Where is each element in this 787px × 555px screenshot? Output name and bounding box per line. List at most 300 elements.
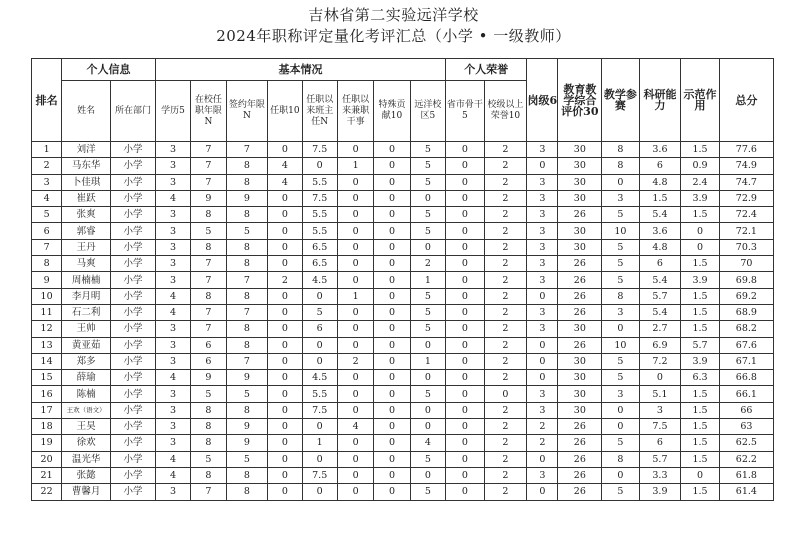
table-cell: 0	[268, 467, 302, 483]
table-cell: 0	[484, 386, 527, 402]
table-cell: 0	[302, 337, 337, 353]
table-cell: 2	[484, 256, 527, 272]
table-cell: 5	[410, 484, 445, 500]
table-cell: 5	[410, 158, 445, 174]
table-cell: 30	[558, 174, 602, 190]
table-cell: 0	[374, 402, 410, 418]
table-cell: 王帅	[62, 321, 111, 337]
table-cell: 12	[32, 321, 62, 337]
table-cell: 9	[32, 272, 62, 288]
header-dept: 所在部门	[111, 81, 156, 142]
table-cell: 0	[337, 435, 373, 451]
table-cell: 5	[602, 484, 639, 500]
table-cell: 0	[374, 484, 410, 500]
table-cell: 4	[155, 370, 190, 386]
table-cell: 0	[268, 386, 302, 402]
table-cell: 20	[32, 451, 62, 467]
table-cell: 0	[268, 353, 302, 369]
table-cell: 0	[337, 386, 373, 402]
table-cell: 3	[155, 158, 190, 174]
table-cell: 小学	[111, 288, 156, 304]
table-cell: 26	[558, 451, 602, 467]
table-cell: 3	[639, 402, 681, 418]
table-cell: 小学	[111, 304, 156, 320]
table-cell: 0	[410, 370, 445, 386]
header-remote: 远洋校区5	[410, 81, 445, 142]
table-cell: 1.5	[681, 386, 720, 402]
table-row	[32, 304, 774, 320]
table-cell: 6	[639, 158, 681, 174]
table-cell: 1.5	[681, 256, 720, 272]
table-cell: 0	[337, 304, 373, 320]
table-cell: 0	[268, 451, 302, 467]
table-cell: 66.1	[719, 386, 773, 402]
table-cell: 7	[191, 158, 226, 174]
table-cell: 0	[268, 419, 302, 435]
table-row	[32, 239, 774, 255]
table-cell: 5	[226, 223, 268, 239]
table-cell: 小学	[111, 207, 156, 223]
table-cell: 2	[484, 190, 527, 206]
table-cell: 3	[32, 174, 62, 190]
table-row	[32, 272, 774, 288]
table-cell: 26	[558, 207, 602, 223]
table-cell: 郭睿	[62, 223, 111, 239]
table-cell: 8	[226, 239, 268, 255]
table-cell: 26	[558, 337, 602, 353]
table-cell: 4	[268, 158, 302, 174]
table-cell: 4.5	[302, 370, 337, 386]
table-cell: 5.1	[639, 386, 681, 402]
document-title: 吉林省第二实验远洋学校	[308, 6, 479, 24]
table-cell: 小学	[111, 419, 156, 435]
header-tenure: 在校任职年限N	[191, 81, 226, 142]
table-row	[32, 190, 774, 206]
table-cell: 2	[484, 272, 527, 288]
table-cell: 0	[374, 304, 410, 320]
header-backbone: 省市骨干5	[446, 81, 485, 142]
table-cell: 2	[484, 435, 527, 451]
table-cell: 1.5	[681, 207, 720, 223]
table-row	[32, 288, 774, 304]
table-cell: 6.5	[302, 256, 337, 272]
table-cell: 1.5	[681, 304, 720, 320]
table-cell: 7	[226, 142, 268, 158]
table-cell: 温光华	[62, 451, 111, 467]
table-cell: 0	[302, 419, 337, 435]
table-cell: 4	[337, 419, 373, 435]
table-cell: 69.2	[719, 288, 773, 304]
table-cell: 8	[226, 256, 268, 272]
table-cell: 小学	[111, 451, 156, 467]
table-row	[32, 402, 774, 418]
table-cell: 3.9	[681, 190, 720, 206]
table-cell: 22	[32, 484, 62, 500]
table-cell: 0	[410, 239, 445, 255]
table-cell: 5	[602, 239, 639, 255]
table-cell: 小学	[111, 158, 156, 174]
table-cell: 0	[374, 256, 410, 272]
table-cell: 6	[302, 321, 337, 337]
table-cell: 2	[484, 484, 527, 500]
table-cell: 0	[527, 337, 558, 353]
table-cell: 5	[410, 321, 445, 337]
table-cell: 0	[374, 419, 410, 435]
header-cadre: 任职以来兼职干事	[337, 81, 373, 142]
table-cell: 4	[155, 288, 190, 304]
table-row	[32, 174, 774, 190]
table-cell: 0	[268, 288, 302, 304]
table-cell: 26	[558, 256, 602, 272]
table-cell: 61.4	[719, 484, 773, 500]
table-cell: 0	[446, 370, 485, 386]
table-cell: 1.5	[681, 451, 720, 467]
group-honor: 个人荣誉	[446, 59, 527, 81]
header-teaching-eval: 教育教学综合评价30	[558, 59, 602, 142]
table-cell: 小学	[111, 467, 156, 483]
table-cell: 2	[484, 239, 527, 255]
table-cell: 5	[602, 435, 639, 451]
table-cell: 2	[484, 142, 527, 158]
table-cell: 0	[446, 288, 485, 304]
header-name: 姓名	[62, 81, 111, 142]
table-cell: 2	[484, 353, 527, 369]
table-cell: 0	[337, 484, 373, 500]
table-cell: 2	[337, 353, 373, 369]
table-cell: 3	[602, 386, 639, 402]
table-cell: 小学	[111, 435, 156, 451]
table-cell: 6	[639, 435, 681, 451]
table-cell: 小学	[111, 321, 156, 337]
table-cell: 1.5	[681, 419, 720, 435]
table-cell: 小学	[111, 174, 156, 190]
table-cell: 68.9	[719, 304, 773, 320]
table-cell: 3	[155, 353, 190, 369]
table-cell: 0	[681, 223, 720, 239]
table-cell: 5.7	[639, 288, 681, 304]
table-cell: 3	[527, 402, 558, 418]
table-cell: 0	[410, 467, 445, 483]
table-cell: 69.8	[719, 272, 773, 288]
group-basic: 基本情况	[155, 59, 445, 81]
table-cell: 0	[374, 223, 410, 239]
table-cell: 66	[719, 402, 773, 418]
table-cell: 周楠楠	[62, 272, 111, 288]
table-cell: 0	[446, 451, 485, 467]
table-cell: 67.1	[719, 353, 773, 369]
table-cell: 72.9	[719, 190, 773, 206]
table-cell: 3.9	[639, 484, 681, 500]
table-cell: 6	[32, 223, 62, 239]
table-cell: 67.6	[719, 337, 773, 353]
table-cell: 74.7	[719, 174, 773, 190]
table-cell: 6	[191, 353, 226, 369]
table-cell: 刘洋	[62, 142, 111, 158]
table-cell: 0	[446, 239, 485, 255]
table-cell: 李月明	[62, 288, 111, 304]
table-cell: 30	[558, 321, 602, 337]
table-cell: 7	[226, 353, 268, 369]
table-cell: 3	[527, 174, 558, 190]
table-cell: 3	[155, 419, 190, 435]
table-cell: 0	[410, 337, 445, 353]
table-cell: 26	[558, 484, 602, 500]
table-cell: 7.5	[639, 419, 681, 435]
table-cell: 2	[484, 223, 527, 239]
table-cell: 0	[337, 256, 373, 272]
table-cell: 3	[155, 321, 190, 337]
table-cell: 5.5	[302, 207, 337, 223]
table-cell: 0	[446, 484, 485, 500]
table-cell: 1.5	[639, 190, 681, 206]
table-cell: 小学	[111, 190, 156, 206]
table-cell: 小学	[111, 484, 156, 500]
table-cell: 9	[226, 190, 268, 206]
table-cell: 2	[484, 207, 527, 223]
table-cell: 1.5	[681, 402, 720, 418]
table-cell: 2	[484, 337, 527, 353]
table-cell: 0	[337, 223, 373, 239]
table-cell: 9	[226, 370, 268, 386]
table-cell: 0	[446, 272, 485, 288]
table-cell: 3	[602, 304, 639, 320]
table-cell: 9	[191, 370, 226, 386]
table-cell: 26	[558, 272, 602, 288]
table-cell: 0	[527, 158, 558, 174]
table-cell: 3	[155, 484, 190, 500]
table-cell: 小学	[111, 402, 156, 418]
table-cell: 3	[155, 142, 190, 158]
table-cell: 5	[602, 272, 639, 288]
table-cell: 3	[527, 190, 558, 206]
table-cell: 5	[410, 174, 445, 190]
table-cell: 0	[337, 174, 373, 190]
table-cell: 0	[337, 142, 373, 158]
table-cell: 10	[602, 223, 639, 239]
table-cell: 2	[484, 174, 527, 190]
table-cell: 0	[446, 174, 485, 190]
table-cell: 0	[446, 190, 485, 206]
table-cell: 0	[268, 435, 302, 451]
table-cell: 王欢（语文）	[62, 402, 111, 418]
table-cell: 10	[32, 288, 62, 304]
table-cell: 徐欢	[62, 435, 111, 451]
table-cell: 5.7	[639, 451, 681, 467]
table-cell: 9	[226, 435, 268, 451]
table-cell: 7.2	[639, 353, 681, 369]
table-cell: 王丹	[62, 239, 111, 255]
table-cell: 3	[527, 272, 558, 288]
table-cell: 1.5	[681, 288, 720, 304]
table-cell: 0	[302, 484, 337, 500]
table-cell: 小学	[111, 142, 156, 158]
table-cell: 5	[410, 288, 445, 304]
table-cell: 9	[226, 419, 268, 435]
table-cell: 小学	[111, 223, 156, 239]
table-cell: 3	[527, 207, 558, 223]
table-cell: 3.3	[639, 467, 681, 483]
table-row	[32, 207, 774, 223]
header-research: 科研能力	[639, 59, 681, 142]
table-cell: 7.5	[302, 142, 337, 158]
table-cell: 0	[268, 304, 302, 320]
table-cell: 7	[191, 142, 226, 158]
table-cell: 王昊	[62, 419, 111, 435]
table-cell: 0	[374, 353, 410, 369]
table-cell: 13	[32, 337, 62, 353]
table-cell: 0	[446, 467, 485, 483]
table-cell: 5	[191, 223, 226, 239]
table-cell: 7.5	[302, 402, 337, 418]
table-cell: 0	[374, 467, 410, 483]
table-row	[32, 467, 774, 483]
header-competition: 教学参赛	[602, 59, 639, 142]
table-cell: 3	[155, 174, 190, 190]
table-cell: 2	[484, 419, 527, 435]
table-cell: 3	[155, 272, 190, 288]
table-row	[32, 142, 774, 158]
table-cell: 5	[602, 256, 639, 272]
table-cell: 2	[484, 451, 527, 467]
table-cell: 石二利	[62, 304, 111, 320]
table-cell: 0	[337, 402, 373, 418]
table-body	[32, 142, 774, 501]
header-school-honor: 校级以上荣誉10	[484, 81, 527, 142]
table-cell: 5.4	[639, 304, 681, 320]
table-row	[32, 321, 774, 337]
table-cell: 8	[191, 467, 226, 483]
table-cell: 30	[558, 239, 602, 255]
table-cell: 26	[558, 435, 602, 451]
table-cell: 0	[337, 239, 373, 255]
table-cell: 3	[527, 142, 558, 158]
table-cell: 9	[191, 190, 226, 206]
table-cell: 14	[32, 353, 62, 369]
table-cell: 4	[155, 304, 190, 320]
table-cell: 0	[374, 435, 410, 451]
table-cell: 8	[226, 207, 268, 223]
table-cell: 8	[602, 451, 639, 467]
table-cell: 3	[527, 386, 558, 402]
table-cell: 16	[32, 386, 62, 402]
table-cell: 0	[337, 451, 373, 467]
table-cell: 3	[527, 256, 558, 272]
table-cell: 2.7	[639, 321, 681, 337]
table-cell: 0	[374, 158, 410, 174]
table-cell: 7	[226, 304, 268, 320]
table-cell: 1.5	[681, 484, 720, 500]
table-cell: 1	[410, 353, 445, 369]
table-row	[32, 435, 774, 451]
table-cell: 0	[374, 451, 410, 467]
table-cell: 17	[32, 402, 62, 418]
table-cell: 30	[558, 353, 602, 369]
table-cell: 黄亚茹	[62, 337, 111, 353]
group-personal-info: 个人信息	[62, 59, 156, 81]
table-cell: 8	[226, 484, 268, 500]
table-cell: 卜佳琪	[62, 174, 111, 190]
table-cell: 小学	[111, 337, 156, 353]
table-cell: 小学	[111, 239, 156, 255]
header-total: 总分	[719, 59, 773, 142]
table-cell: 10	[602, 337, 639, 353]
table-cell: 薛瑜	[62, 370, 111, 386]
table-cell: 8	[226, 158, 268, 174]
table-cell: 0	[602, 402, 639, 418]
table-cell: 5	[410, 304, 445, 320]
table-cell: 小学	[111, 353, 156, 369]
table-cell: 3	[155, 239, 190, 255]
table-cell: 0	[268, 239, 302, 255]
document-subtitle: 2024年职称评定量化考评汇总（小学 • 一级教师）	[216, 27, 571, 45]
table-cell: 1.5	[681, 435, 720, 451]
table-cell: 7.5	[302, 467, 337, 483]
table-cell: 0	[268, 337, 302, 353]
table-cell: 8	[191, 207, 226, 223]
table-cell: 8	[226, 288, 268, 304]
table-cell: 3	[527, 321, 558, 337]
table-cell: 0	[446, 256, 485, 272]
table-cell: 2	[527, 419, 558, 435]
table-cell: 0	[374, 321, 410, 337]
table-cell: 张懿	[62, 467, 111, 483]
table-cell: 马东华	[62, 158, 111, 174]
table-cell: 马爽	[62, 256, 111, 272]
table-cell: 0	[268, 402, 302, 418]
table-cell: 2	[410, 256, 445, 272]
table-cell: 4	[155, 451, 190, 467]
table-row	[32, 370, 774, 386]
table-row	[32, 223, 774, 239]
table-cell: 4	[155, 467, 190, 483]
table-cell: 0	[602, 467, 639, 483]
table-cell: 30	[558, 402, 602, 418]
table-cell: 3	[155, 337, 190, 353]
table-cell: 18	[32, 419, 62, 435]
table-row	[32, 484, 774, 500]
header-post: 岗级6	[527, 59, 558, 142]
table-cell: 30	[558, 386, 602, 402]
table-cell: 0	[410, 402, 445, 418]
table-cell: 崔跃	[62, 190, 111, 206]
table-cell: 0	[681, 467, 720, 483]
table-cell: 3.6	[639, 142, 681, 158]
table-cell: 8	[226, 337, 268, 353]
table-cell: 0	[446, 223, 485, 239]
table-cell: 5.4	[639, 207, 681, 223]
table-cell: 0	[527, 451, 558, 467]
table-cell: 6	[639, 256, 681, 272]
table-cell: 5.5	[302, 223, 337, 239]
table-cell: 郑多	[62, 353, 111, 369]
table-row	[32, 353, 774, 369]
table-cell: 0	[268, 207, 302, 223]
table-cell: 19	[32, 435, 62, 451]
table-cell: 5.7	[681, 337, 720, 353]
table-cell: 5	[191, 386, 226, 402]
table-row	[32, 451, 774, 467]
table-cell: 5	[302, 304, 337, 320]
table-cell: 0	[446, 435, 485, 451]
table-cell: 小学	[111, 386, 156, 402]
table-cell: 7	[191, 321, 226, 337]
table-cell: 5.5	[302, 174, 337, 190]
table-cell: 小学	[111, 256, 156, 272]
table-cell: 0	[681, 239, 720, 255]
table-cell: 2	[484, 321, 527, 337]
table-cell: 0	[446, 353, 485, 369]
table-cell: 5	[602, 370, 639, 386]
